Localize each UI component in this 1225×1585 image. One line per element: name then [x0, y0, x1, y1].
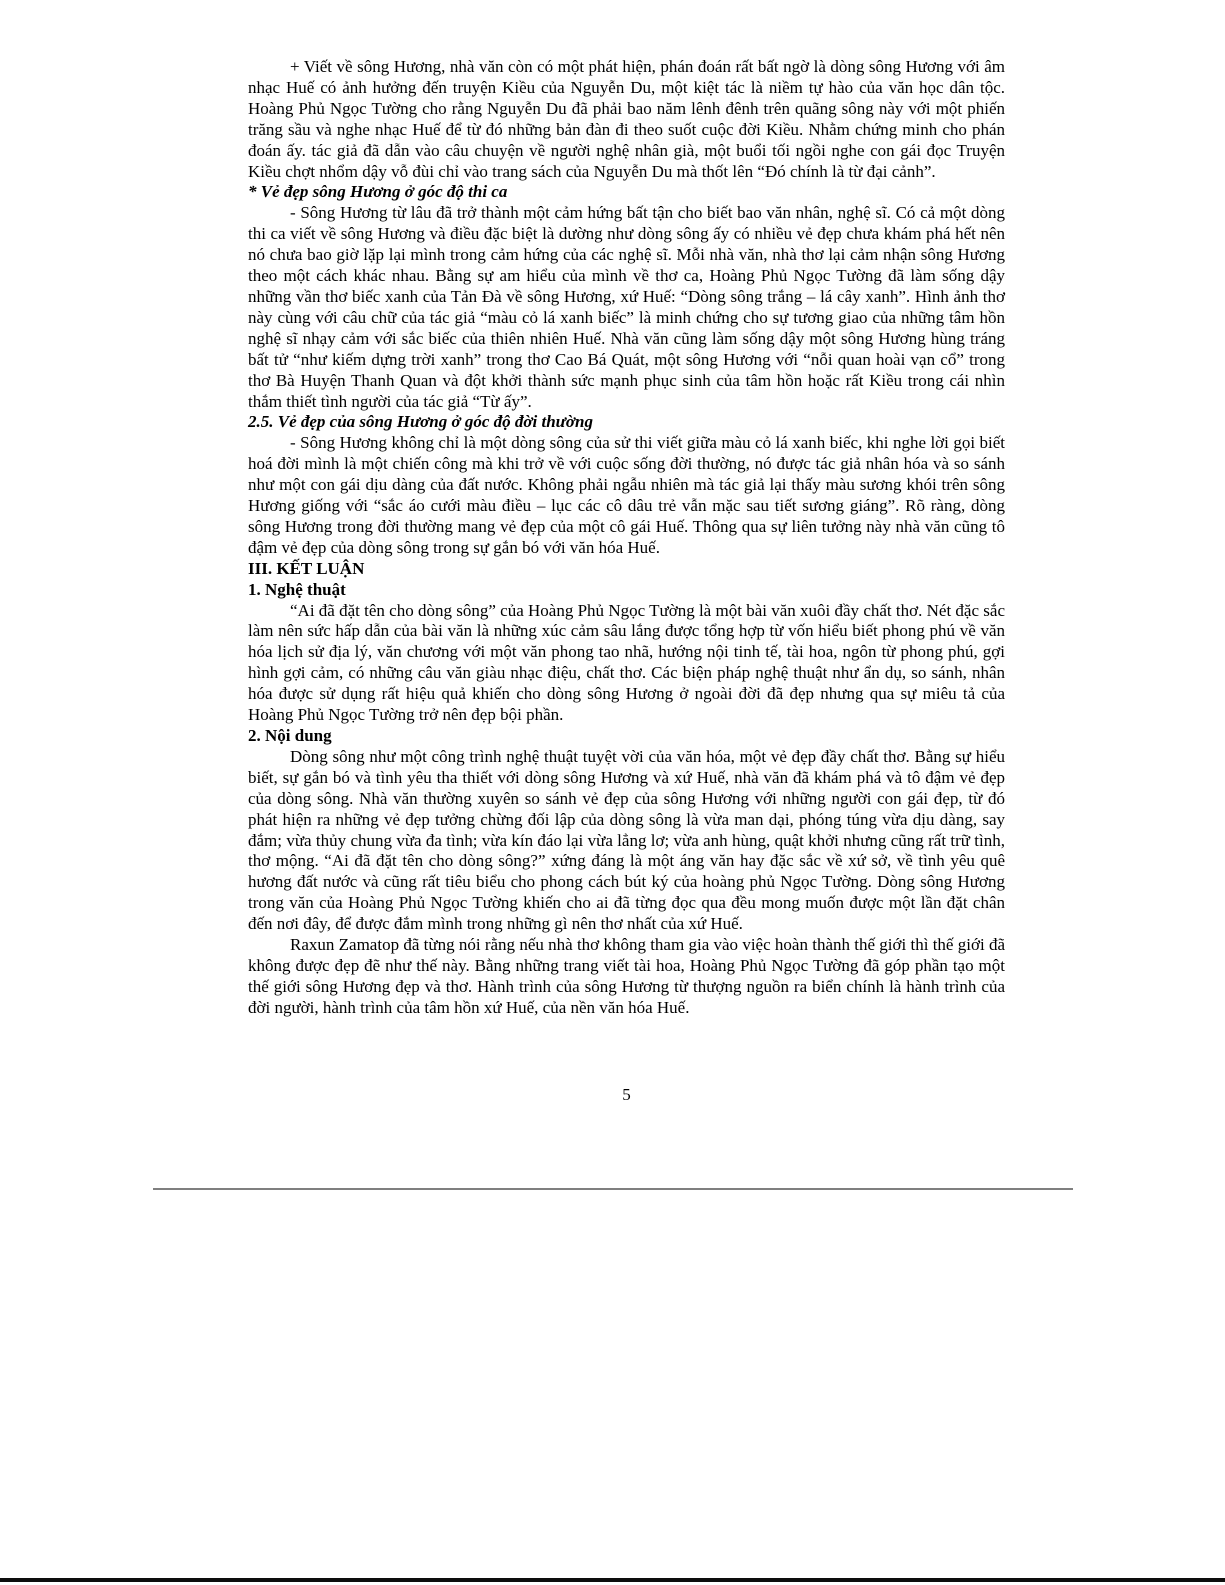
paragraph-song-huong-nguyen-du: + Viết về sông Hương, nhà văn còn có một phát hiện, phán đoán rất bất ngờ là dòng sông Hương với âm nhạc Huế có ảnh hưởng đến truyện Kiều của Nguyễn Du, một kiệt tác là niềm tự hào của văn học dân tộc. Hoàng Phủ Ngọc Tường cho rằng Nguyễn Du đã phải bao năm lênh đênh trên quãng sông này với một phiến trăng sầu và nghe nhạc Huế để từ đó những bản đàn đi theo suốt cuộc đời Kiều. Nhằm chứng minh cho phán đoán ấy. tác giả đã dẫn vào câu chuyện về người nghệ nhân già, một buổi tối ngồi nghe con gái đọc Truyện Kiều chợt nhổm dậy vỗ đùi chỉ vào trang sách của Nguyễn Du mà thốt lên “Đó chính là từ đại cảnh”.	[248, 57, 1005, 181]
heading-ve-dep-thi-ca: * Vẻ đẹp sông Hương ở góc độ thi ca	[248, 182, 508, 202]
paragraph-nghe-thuat: “Ai đã đặt tên cho dòng sông” của Hoàng Phủ Ngọc Tường là một bài văn xuôi đầy chất thơ. Nét đặc sắc làm nên sức hấp dẫn của bài văn là những xúc cảm sâu lắng được tổng hợp từ vốn hiểu biết phong phú về văn hóa lịch sử địa lý, văn chương với một văn phong tao nhã, hướng nội tinh tế, tài hoa, ngôn từ phong phú, gợi hình gợi cảm, có những câu văn giàu nhạc điệu, chất thơ. Các biện pháp nghệ thuật như ẩn dụ, so sánh, nhân hóa được sử dụng rất hiệu quả khiến cho dòng sông Hương ở ngoài đời đã đẹp nhưng qua sự miêu tả của Hoàng Phủ Ngọc Tường trở nên đẹp bội phần.	[248, 600, 1005, 725]
heading-noi-dung: 2. Nội dung	[248, 726, 332, 745]
heading-nghe-thuat: 1. Nghệ thuật	[248, 579, 346, 599]
paragraph-noi-dung: Dòng sông như một công trình nghệ thuật tuyệt vời của văn hóa, một vẻ đẹp đầy chất thơ. Bằng sự hiểu biết, sự gắn bó và tình yêu tha thiết với dòng sông Hương và xứ Huế, nhà văn đã khám phá và tô đậm vẻ đẹp của dòng sông. Nhà văn thường xuyên so sánh vẻ đẹp của sông Hương với những người con gái đẹp, từ đó phát hiện ra những vẻ đẹp tưởng chừng đối lập của dòng sông là vừa man dại, phóng túng vừa dịu dàng, say đắm; vừa thủy chung vừa đa tình; vừa kín đáo lại vừa lẳng lơ; vừa anh hùng, quật khởi nhưng cũng rất trữ tình, thơ mộng. “Ai đã đặt tên cho dòng sông?” xứng đáng là một áng văn hay đặc sắc về xứ sở, về tình yêu quê hương đất nước và cũng rất tiêu biểu cho phong cách bút ký của hoàng phủ Ngọc Tường. Dòng sông Hương trong văn của Hoàng Phủ Ngọc Tường khiến cho ai đã từng đọc qua đều mong muốn được một lần đặt chân đến nơi đây, để được đắm mình trong những gì nên thơ nhất của xứ Huế.	[248, 746, 1005, 934]
window-bottom-edge	[0, 1578, 1225, 1582]
heading-ket-luan: III. KẾT LUẬN	[248, 558, 365, 578]
paragraph-thi-ca: - Sông Hương từ lâu đã trở thành một cảm hứng bất tận cho biết bao văn nhân, nghệ sĩ. Có cả một dòng thi ca viết về sông Hương và điều đặc biệt là dường như dòng sông ấy có nhiều vẻ đẹp chưa khám phá hết nên nó chưa bao giờ lặp lại mình trong cảm hứng của các nghệ sĩ. Mỗi nhà văn, nhà thơ lại cảm nhận sông Hương theo một cách khác nhau. Bằng sự am hiểu của mình về thơ ca, Hoàng Phủ Ngọc Tường đã làm sống dậy những vần thơ biếc xanh của Tản Đà về sông Hương, xứ Huế: “Dòng sông trắng – lá cây xanh”. Hình ảnh thơ này cùng với câu chữ của tác giả “màu cỏ lá xanh biếc” là minh chứng cho sự tương giao của những tâm hồn nghệ sĩ nhạy cảm với sắc biếc của thiên nhiên Huế. Nhà văn cũng làm sống dậy một sông Hương hùng tráng bất tử “như kiếm dựng trời xanh” trong thơ Cao Bá Quát, một sông Hương với “nỗi quan hoài vạn cổ” trong thơ Bà Huyện Thanh Quan và đột khởi thành sức mạnh phục sinh của tâm hồn hoặc rất Kiều trong cái nhìn thắm thiết tình người của tác giả “Từ ấy”.	[248, 203, 1005, 411]
page-number: 5	[622, 1085, 631, 1104]
heading-ve-dep-doi-thuong: 2.5. Vẻ đẹp của sông Hương ở góc độ đời thường	[248, 412, 593, 432]
paragraph-raxun-zamatop: Raxun Zamatop đã từng nói rằng nếu nhà thơ không tham gia vào việc hoàn thành thế giới thì thế giới đã không được đẹp đẽ như thế này. Bằng những trang viết tài hoa, Hoàng Phủ Ngọc Tường đã góp phần tạo một thế giới sông Hương đẹp và thơ. Hành trình của sông Hương từ thượng nguồn ra biển chính là hành trình của đời người, hành trình của tâm hồn xứ Huế, của nền văn hóa Huế.	[248, 935, 1005, 1017]
paragraph-doi-thuong: - Sông Hương không chỉ là một dòng sông của sử thi viết giữa màu cỏ lá xanh biếc, khi nghe lời gọi biết hoá đời mình là một chiến công mà khi trở về với cuộc sống đời thường, nó được tác giả nhân hóa và so sánh như một con gái dịu dàng của đất nước. Không phải ngẫu nhiên mà tác giả lại thấy màu sương khói trên sông Hương giống với “sắc áo cưới màu điều – lục các cô dâu trẻ vẫn mặc sau tiết sương giáng”. Rõ ràng, dòng sông Hương trong đời thường mang vẻ đẹp của một cô gái Huế. Thông qua sự liên tưởng này nhà văn cũng tô đậm vẻ đẹp của dòng sông trong sự gắn bó với văn hóa Huế.	[248, 433, 1005, 557]
footer-divider-line	[153, 1188, 1073, 1190]
document-text-block	[248, 57, 1005, 1019]
